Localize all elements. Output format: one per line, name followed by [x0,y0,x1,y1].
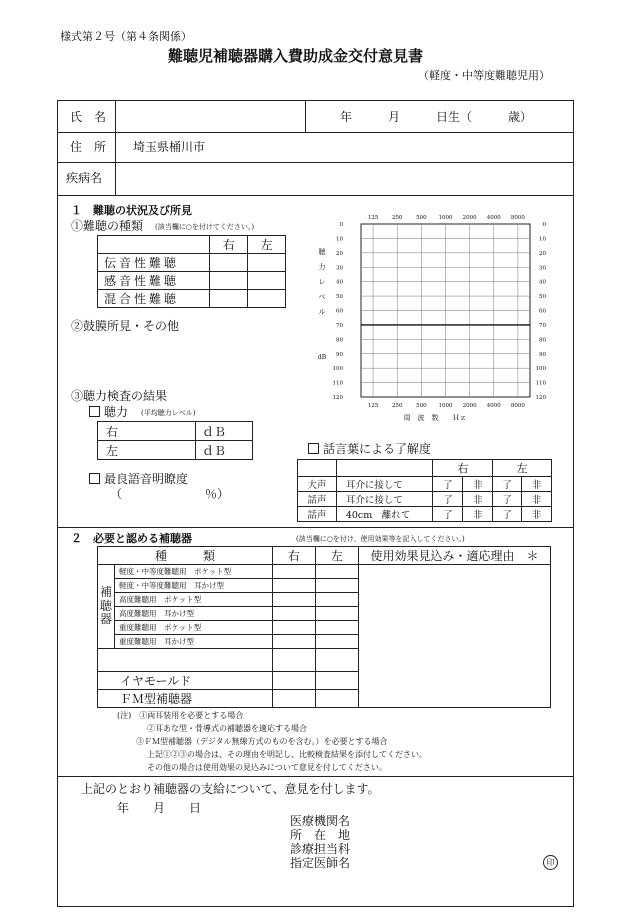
hearing-aid-table [97,546,551,708]
audiogram-level-tick-right: 70 [539,322,546,329]
audiogram-level-tick-right: 20 [539,250,546,257]
type-conductive-left[interactable] [248,254,286,272]
fm-right[interactable] [272,690,315,708]
aid-item-3: 高度難聴用 耳かけ型 [115,607,273,621]
audiogram-level-tick-left: 70 [336,322,343,329]
form-subtitle: （軽度・中等度難聴児用） [418,69,550,82]
birth-date-label: 年 月 日生（ 歳） [340,110,533,124]
word-understanding-checkbox[interactable] [308,443,319,454]
location-label: 所 在 地 [290,828,351,842]
ok-left[interactable]: 了 [493,492,522,507]
hearing-type-label: ①難聴の種類 [71,219,144,233]
aid-item-3-right[interactable] [272,607,315,621]
audiogram-x-label: 周 波 数 Ｈｚ [403,414,467,422]
hearing-level-checkbox[interactable] [89,406,100,417]
aid-item-5-left[interactable] [315,635,358,649]
hearing-level-row [89,406,128,418]
note-4: 上記①②③の場合は、その理由を明記し、比較検査結果を添付してください。 [147,750,427,759]
ok-left[interactable]: 了 [493,507,522,522]
ok-right[interactable]: 了 [433,507,463,522]
address-value[interactable]: 埼玉県桶川市 [133,140,206,154]
audiogram-freq-tick-bottom: 250 [391,403,403,409]
audiogram-freq-tick-top: 125 [367,215,379,221]
name-label: 氏 名 [70,110,107,124]
ng-left[interactable]: 非 [522,507,552,522]
type-sensorineural: 感音性難聴 [98,272,210,290]
ok-right[interactable]: 了 [433,477,463,492]
note-2: ②耳あな型・骨導式の補聴器を適応する場合 [147,724,307,733]
ng-left[interactable]: 非 [522,477,552,492]
aid-item-4-right[interactable] [272,621,315,635]
ok-right[interactable]: 了 [433,492,463,507]
ng-right[interactable]: 非 [463,477,493,492]
hearing-test-label: ③聴力検査の結果 [71,389,168,403]
ng-right[interactable]: 非 [463,507,493,522]
type-conductive: 伝音性難聴 [98,254,210,272]
ng-right[interactable]: 非 [463,492,493,507]
aid-item-4: 重度難聴用 ポケット型 [115,621,273,635]
aid-item-5-right[interactable] [272,635,315,649]
audiogram-level-tick-right: 10 [539,236,546,243]
department-label: 診療担当科 [290,842,351,856]
note-5: その他の場合は使用効果の見込みについて意見を付してください。 [147,763,387,772]
closing-date[interactable]: 年 月 日 [117,801,202,815]
earmold-left[interactable] [315,672,358,690]
aid-item-0-right[interactable] [272,565,315,579]
fm-left[interactable] [315,690,358,708]
speech-clarity-row [89,473,188,485]
audiogram-freq-tick-top: 500 [416,215,427,221]
audiogram-y-label-char: レ [318,278,326,286]
words-voice-1: 話声 [298,492,337,507]
doctor-label: 指定医師名 [290,856,351,870]
audiogram-freq-tick-bottom: 2000 [462,403,477,409]
aid-item-1-left[interactable] [315,579,358,593]
audiogram-level-tick-left: 120 [332,395,343,401]
words-cond-0: 耳介に接して [336,477,433,492]
audiogram-y-label-char: ル [318,308,326,316]
words-voice-0: 大声 [298,477,337,492]
audiogram-freq-tick-top: 250 [391,215,403,221]
earmold-right[interactable] [272,672,315,690]
audiogram-freq-tick-bottom: 1000 [438,403,453,409]
seal-text: 印 [546,858,555,867]
type-mixed: 混合性難聴 [98,290,210,308]
audiogram-level-tick-left: 20 [336,250,343,257]
audiogram-level-tick-right: 110 [535,380,546,387]
audiogram-freq-tick-top: 1000 [438,215,453,221]
db-left-label: 左 [98,441,196,460]
audiogram-y-label-char: ベ [318,293,326,301]
audiogram-chart[interactable] [300,210,565,425]
audiogram-level-tick-left: 80 [336,337,343,344]
seal-mark [543,855,558,870]
col-right: 右 [272,547,315,565]
word-understanding-row [308,443,431,455]
form-title: 難聴児補聴器購入費助成金交付意見書 [168,47,424,65]
words-col-right: 右 [433,460,493,477]
earmold-label: イヤモールド [98,672,273,690]
closing-statement: 上記のとおり補聴器の支給について、意見を付します。 [81,782,380,796]
group-label-text: 補聴器 [99,584,112,627]
db-left-unit[interactable]: ｄＢ [196,441,253,460]
audiogram-level-tick-right: 100 [535,366,546,373]
audiogram-freq-tick-bottom: 8000 [510,403,525,409]
words-cond-2: 40cm 離れて [336,507,433,522]
aid-item-0-left[interactable] [315,565,358,579]
type-sensorineural-left[interactable] [248,272,286,290]
reason-field[interactable] [358,565,550,708]
audiogram-db-label: dB [317,354,327,361]
db-right-label: 右 [98,422,196,441]
audiogram-freq-tick-bottom: 125 [367,403,379,409]
type-conductive-right[interactable] [210,254,248,272]
aid-item-3-left[interactable] [315,607,358,621]
audiogram-level-tick-right: 120 [535,395,546,401]
audiogram-level-tick-left: 100 [332,366,343,373]
form-number: 様式第２号（第４条関係） [60,30,192,43]
name-field[interactable] [118,103,302,130]
section1-heading: １ 難聴の状況及び所見 [71,204,192,217]
db-right-unit[interactable]: ｄＢ [196,422,253,441]
col-type: 種 類 [98,547,273,565]
type-mixed-left[interactable] [248,290,286,308]
audiogram-level-tick-right: 80 [539,337,546,344]
section2-heading: ２ 必要と認める補聴器 [71,532,192,545]
audiogram-freq-tick-top: 2000 [462,215,477,221]
audiogram-level-tick-left: 60 [336,308,343,315]
col-left: 左 [315,547,358,565]
aid-item-0: 軽度・中等度難聴用 ポケット型 [115,565,273,579]
words-voice-2: 話声 [298,507,337,522]
speech-clarity-checkbox[interactable] [89,473,100,484]
aid-item-2-left[interactable] [315,593,358,607]
type-sensorineural-right[interactable] [210,272,248,290]
hearing-level-label: 聴力 [104,405,129,419]
aid-item-1-right[interactable] [272,579,315,593]
speech-clarity-label: 最良語音明瞭度 [104,472,189,486]
audiogram-y-label-char: 聴 [318,248,326,256]
audiogram-level-tick-left: 40 [336,279,343,286]
section2-note: (該当欄に○を付け、使用効果等を記入してください。) [296,535,465,543]
note-1: (注) ①両耳装用を必要とする場合 [117,711,244,720]
fm-label: ＦＭ型補聴器 [98,690,273,708]
aid-item-2: 高度難聴用 ポケット型 [115,593,273,607]
speech-paren-close[interactable]: ％） [205,487,230,501]
hearing-type-note: (該当欄に○を付けてください。) [155,223,255,231]
note-3: ③ＦＭ型補聴器（デジタル無線方式のものを含む。）を必要とする場合 [136,737,388,746]
ok-left[interactable]: 了 [493,477,522,492]
institution-label: 医療機関名 [290,814,351,828]
word-understanding-label: 話言葉による了解度 [323,442,432,456]
words-cond-1: 耳介に接して [336,492,433,507]
audiogram-freq-tick-bottom: 4000 [486,403,501,409]
audiogram-freq-tick-top: 8000 [510,215,525,221]
words-col-left: 左 [493,460,552,477]
audiogram-level-tick-right: 30 [539,265,546,272]
disease-label: 疾病名 [66,171,103,185]
audiogram-level-tick-right: 40 [539,279,546,286]
audiogram-level-tick-right: 60 [539,308,546,315]
word-understanding-table [297,459,552,522]
col-right: 右 [210,236,248,254]
db-table [97,421,253,460]
audiogram-level-tick-left: 10 [336,236,343,243]
speech-paren-open: （ [110,487,123,501]
col-reason: 使用効果見込み・適応理由 ＊ [358,547,550,565]
audiogram-level-tick-right: 0 [542,222,546,228]
type-mixed-right[interactable] [210,290,248,308]
hearing-type-table [97,235,286,308]
audiogram-freq-tick-top: 4000 [486,215,501,221]
eardrum-label: ②鼓膜所見・その他 [71,319,180,333]
audiogram-level-tick-left: 90 [336,351,343,358]
aid-item-5: 重度難聴用 耳かけ型 [115,635,273,649]
ng-left[interactable]: 非 [522,492,552,507]
audiogram-level-tick-left: 30 [336,265,343,272]
disease-field[interactable] [118,166,568,192]
audiogram-level-tick-right: 90 [539,351,546,358]
address-label: 住 所 [70,140,107,154]
audiogram-level-tick-left: 0 [339,222,343,228]
hearing-aid-group-label [98,565,115,649]
audiogram-level-tick-left: 50 [336,294,343,301]
aid-item-4-left[interactable] [315,621,358,635]
aid-item-2-right[interactable] [272,593,315,607]
aid-item-1: 軽度・中等度難聴用 耳かけ型 [115,579,273,593]
hearing-level-note: (平均聴力レベル) [141,409,196,417]
audiogram-freq-tick-bottom: 500 [416,403,427,409]
audiogram-level-tick-right: 50 [539,294,546,301]
audiogram-y-label-char: 力 [318,263,326,271]
audiogram-level-tick-left: 110 [332,380,343,387]
col-left: 左 [248,236,286,254]
